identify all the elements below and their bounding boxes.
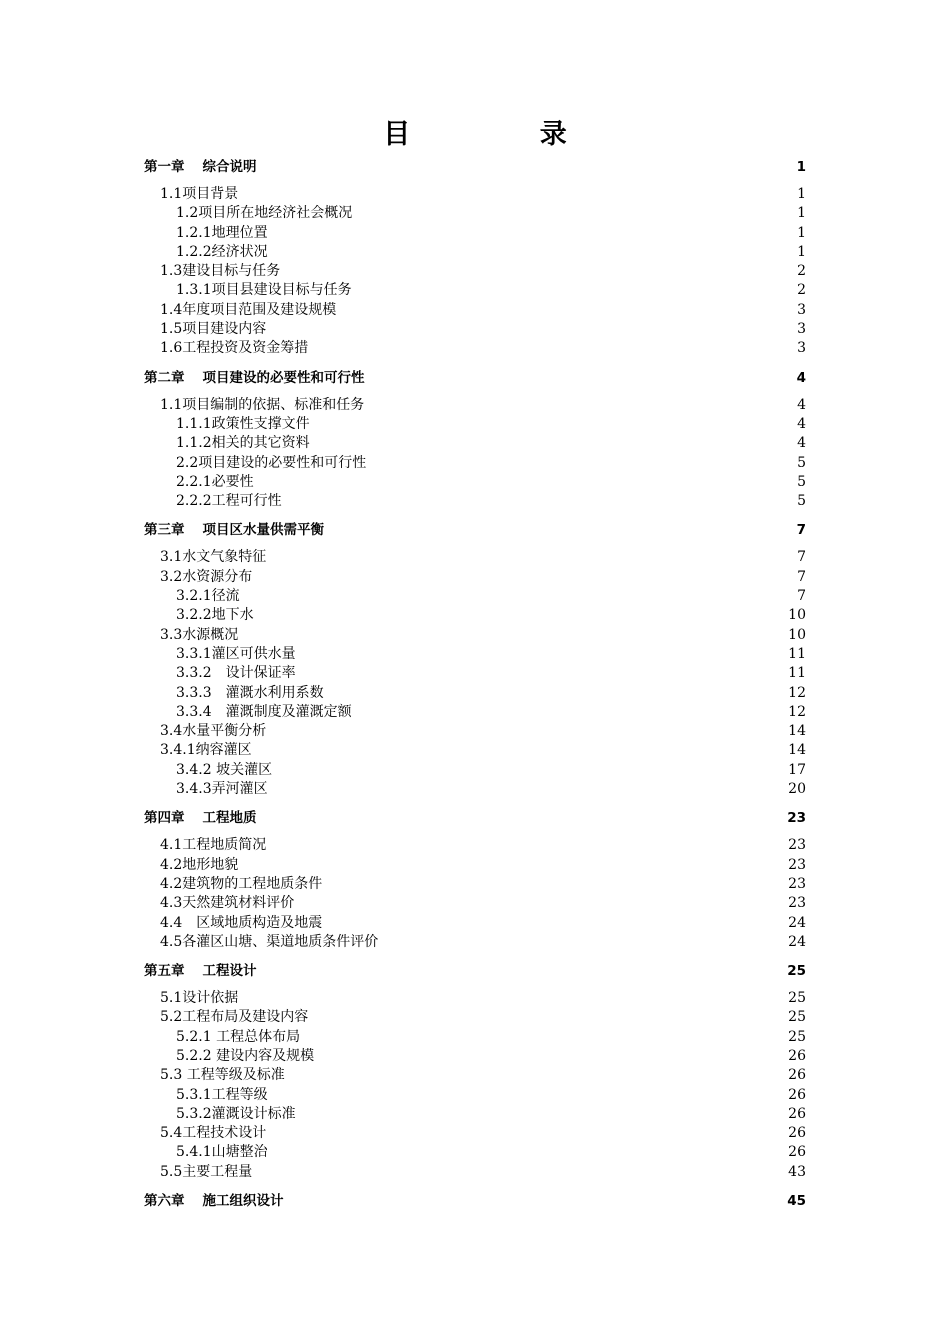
toc-entry[interactable] [144,989,806,1008]
toc-entry[interactable] [144,1143,806,1162]
toc-page-number: 20 [788,781,806,798]
toc-entry-text: 3.3水源概况 [160,626,239,643]
toc-entry-label [160,914,322,933]
toc-chapter-number: 第二章 [144,369,185,386]
toc-entry-text: 3.2.2地下水 [176,607,254,624]
toc-entry[interactable] [144,741,806,760]
toc-page-number: 3 [797,321,806,338]
toc-chapter-number: 第五章 [144,963,185,980]
toc-entry-text: 工程地质 [202,810,257,827]
toc-entry-label [160,1163,252,1182]
toc-page-number: 4 [796,369,806,386]
toc-entry-label [176,224,268,243]
toc-entry-text: 3.1水文气象特征 [160,549,267,566]
toc-entry-label [176,281,352,300]
toc-page-number: 4 [797,396,806,413]
toc-entry[interactable] [144,281,806,300]
toc-entry-label [176,1028,300,1047]
toc-entry-label [160,875,322,894]
toc-entry-label [176,1143,268,1162]
toc-entry-text: 1.2.2经济状况 [176,243,268,260]
toc-entry[interactable] [144,548,806,567]
toc-page-number: 7 [796,522,806,539]
toc-entry-text: 3.4.2 坡关灌区 [176,761,273,778]
toc-page-number: 26 [788,1144,806,1161]
toc-entry-label [176,761,272,780]
toc-page-number: 1 [797,224,806,241]
toc-chapter-number: 第一章 [144,159,185,175]
toc-entry-text: 2.2.1必要性 [176,473,254,490]
toc-entry[interactable] [144,664,806,683]
toc-entry-label [144,808,257,828]
toc-page-number: 23 [788,895,806,912]
toc-entry-label [144,368,365,388]
toc-chapter-entry[interactable] [144,368,806,388]
toc-entry-label [144,1191,284,1211]
toc-entry[interactable] [144,606,806,625]
toc-page-number: 25 [788,990,806,1007]
toc-entry[interactable] [144,836,806,855]
toc-entry[interactable] [144,454,806,473]
toc-page-number: 4 [797,415,806,432]
toc-page-number: 14 [788,723,806,740]
toc-entry[interactable] [144,492,806,511]
toc-entry-text: 4.3天然建筑材料评价 [160,895,295,912]
toc-page-number: 45 [787,1193,806,1210]
toc-entry[interactable] [144,1163,806,1182]
toc-entry-text: 3.4.3弄河灌区 [176,781,268,798]
toc-page-number: 4 [797,435,806,452]
toc-chapter-entry[interactable] [144,157,806,177]
toc-page-number: 5 [797,473,806,490]
toc-entry[interactable] [144,703,806,722]
toc-page-number: 10 [788,607,806,624]
toc-entry-text: 5.2.2 建设内容及规模 [176,1047,315,1064]
toc-entry[interactable] [144,722,806,741]
toc-entry-label [160,1124,266,1143]
toc-entry-text: 1.3.1项目县建设目标与任务 [176,282,352,299]
toc-entry-text: 综合说明 [202,159,257,175]
toc-chapter-number: 第三章 [144,522,185,539]
toc-entry-label [160,741,252,760]
toc-entry-label [176,606,254,625]
toc-page-number: 26 [788,1105,806,1122]
toc-entry-text: 4.4 区域地质构造及地震 [160,914,323,931]
toc-entry[interactable] [144,301,806,320]
toc-entry-label [176,243,268,262]
toc-entry-label [144,520,324,540]
toc-page-number: 24 [788,914,806,931]
toc-entry-label [176,434,310,453]
toc-chapter-number: 第四章 [144,810,185,827]
toc-entry-label [160,836,266,855]
toc-page-number: 23 [788,856,806,873]
toc-entry[interactable] [144,185,806,204]
toc-entry-text: 1.1.2相关的其它资料 [176,435,310,452]
toc-page-number: 12 [788,684,806,701]
toc-entry[interactable] [144,914,806,933]
toc-page-number: 3 [797,301,806,318]
toc-entry-text: 1.1.1政策性支撑文件 [176,415,310,432]
toc-entry-text: 5.2工程布局及建设内容 [160,1009,309,1026]
toc-entry-label [160,1066,285,1085]
toc-entry-label [160,989,238,1008]
toc-entry-label [160,568,252,587]
toc-page-number: 3 [797,340,806,357]
toc-page-number: 26 [788,1086,806,1103]
toc-entry-label [160,933,378,952]
toc-entry-text: 4.5各灌区山塘、渠道地质条件评价 [160,933,379,950]
toc-entry-label [160,320,266,339]
toc-entry-label [160,548,266,567]
toc-page-number: 2 [797,263,806,280]
toc-entry[interactable] [144,856,806,875]
toc-entry-label [160,722,266,741]
toc-chapter-entry[interactable] [144,808,806,828]
toc-entry-text: 1.3建设目标与任务 [160,263,281,280]
toc-entry[interactable] [144,645,806,664]
toc-page-number: 25 [787,963,806,980]
toc-page-number: 25 [788,1028,806,1045]
toc-entry[interactable] [144,473,806,492]
toc-entry-label [176,454,366,473]
toc-entry[interactable] [144,1047,806,1066]
toc-page-number: 26 [788,1125,806,1142]
toc-entry-text: 3.3.3 灌溉水利用系数 [176,684,324,701]
toc-entry-text: 3.3.1灌区可供水量 [176,645,296,662]
toc-entry-text: 2.2项目建设的必要性和可行性 [176,454,367,471]
toc-entry-text: 项目区水量供需平衡 [202,522,324,539]
toc-entry-label [176,664,296,683]
toc-page-number: 11 [788,665,806,682]
toc-entry-text: 1.6工程投资及资金筹措 [160,340,309,357]
toc-entry[interactable] [144,243,806,262]
toc-page-number: 7 [797,549,806,566]
toc-entry-text: 3.3.2 设计保证率 [176,665,296,682]
toc-page-number: 10 [788,626,806,643]
toc-entry-label [160,626,238,645]
toc-page-number: 11 [788,645,806,662]
toc-entry-label [160,856,238,875]
toc-page-number: 5 [797,493,806,510]
toc-entry[interactable] [144,434,806,453]
toc-chapter-entry[interactable] [144,1191,806,1211]
toc-entry[interactable] [144,1086,806,1105]
toc-page-number: 5 [797,454,806,471]
toc-entry-text: 3.2.1径流 [176,588,240,605]
toc-page-number: 1 [796,159,806,175]
toc-chapter-entry[interactable] [144,520,806,540]
toc-entry-label [160,894,294,913]
toc-entry-label [176,492,282,511]
toc-entry-text: 5.3 工程等级及标准 [160,1067,285,1084]
toc-entry-text: 1.2项目所在地经济社会概况 [176,205,353,222]
toc-entry[interactable] [144,262,806,281]
toc-entry-label [160,1008,308,1027]
toc-entry-label [160,185,238,204]
toc-title: 目 录 [383,119,627,150]
toc-page-number: 23 [788,875,806,892]
toc-entry-label [144,961,257,981]
toc-entry-text: 5.4.1山塘整治 [176,1144,268,1161]
toc-page-number: 26 [788,1047,806,1064]
toc-entry-text: 1.4年度项目范围及建设规模 [160,301,337,318]
toc-entry-label [176,703,352,722]
toc-entry-text: 1.2.1地理位置 [176,224,268,241]
toc-page-number: 23 [787,810,806,827]
toc-entry-text: 3.3.4 灌溉制度及灌溉定额 [176,703,352,720]
toc-entry-text: 4.1工程地质简况 [160,837,267,854]
toc-page-number: 1 [797,186,806,202]
toc-page-number: 23 [788,837,806,854]
toc-entry[interactable] [144,1066,806,1085]
toc-entry-label [176,645,296,664]
toc-entry[interactable] [144,780,806,799]
toc-entry[interactable] [144,396,806,415]
toc-entry-text: 1.1项目背景 [160,186,239,202]
toc-entry[interactable] [144,875,806,894]
toc-entry-label [176,1047,314,1066]
toc-entry[interactable] [144,684,806,703]
toc-entry-label [160,396,364,415]
toc-entry[interactable] [144,1124,806,1143]
toc-entry[interactable] [144,1028,806,1047]
toc-entry[interactable] [144,626,806,645]
toc-entry-text: 5.4工程技术设计 [160,1125,267,1142]
toc-entry-label [176,587,240,606]
toc-entry-label [176,204,352,223]
toc-entry-label [176,415,310,434]
toc-entry-text: 5.3.2灌溉设计标准 [176,1105,296,1122]
toc-entry-text: 4.2建筑物的工程地质条件 [160,875,323,892]
toc-entry-text: 3.2水资源分布 [160,568,253,585]
toc-entry[interactable] [144,204,806,223]
toc-page-number: 24 [788,933,806,950]
toc-entry-text: 1.5项目建设内容 [160,321,267,338]
toc-entry-label [176,1105,296,1124]
toc-entry-label [160,339,308,358]
toc-entry-label [160,262,280,281]
toc-page-number: 43 [788,1163,806,1180]
toc-chapter-entry[interactable] [144,961,806,981]
toc-entry-text: 1.1项目编制的依据、标准和任务 [160,396,365,413]
toc-entry-text: 施工组织设计 [202,1193,284,1210]
toc-entry[interactable] [144,587,806,606]
toc-entry-text: 工程设计 [202,963,257,980]
toc-chapter-number: 第六章 [144,1193,185,1210]
toc-entry-text: 项目建设的必要性和可行性 [202,369,365,386]
toc-entry-text: 3.4水量平衡分析 [160,723,267,740]
toc-entry[interactable] [144,339,806,358]
toc-page-number: 12 [788,703,806,720]
toc-entry[interactable] [144,1105,806,1124]
toc-page-number: 2 [797,282,806,299]
toc-entry-label [160,301,336,320]
table-of-contents [144,157,806,1211]
toc-page-number: 1 [797,205,806,222]
toc-entry[interactable] [144,1008,806,1027]
toc-page-number: 1 [797,243,806,260]
toc-entry-label [144,157,257,177]
toc-entry-text: 5.3.1工程等级 [176,1086,268,1103]
toc-page-number: 17 [788,761,806,778]
toc-entry[interactable] [144,894,806,913]
toc-entry-label [176,1086,268,1105]
toc-entry-text: 5.1设计依据 [160,990,239,1007]
toc-page-number: 26 [788,1067,806,1084]
toc-entry-text: 5.5主要工程量 [160,1163,253,1180]
toc-page-number: 25 [788,1009,806,1026]
toc-entry[interactable] [144,568,806,587]
toc-entry-text: 5.2.1 工程总体布局 [176,1028,301,1045]
toc-entry-text: 4.2地形地貌 [160,856,239,873]
toc-page-number: 7 [797,588,806,605]
toc-entry[interactable] [144,224,806,243]
toc-entry-label [176,780,268,799]
toc-entry-label [176,473,254,492]
toc-entry-text: 3.4.1纳容灌区 [160,742,252,759]
toc-entry[interactable] [144,415,806,434]
toc-entry[interactable] [144,933,806,952]
toc-entry-label [176,684,324,703]
toc-page-number: 7 [797,568,806,585]
toc-page-number: 14 [788,742,806,759]
toc-entry[interactable] [144,320,806,339]
toc-entry-text: 2.2.2工程可行性 [176,493,282,510]
toc-entry[interactable] [144,761,806,780]
